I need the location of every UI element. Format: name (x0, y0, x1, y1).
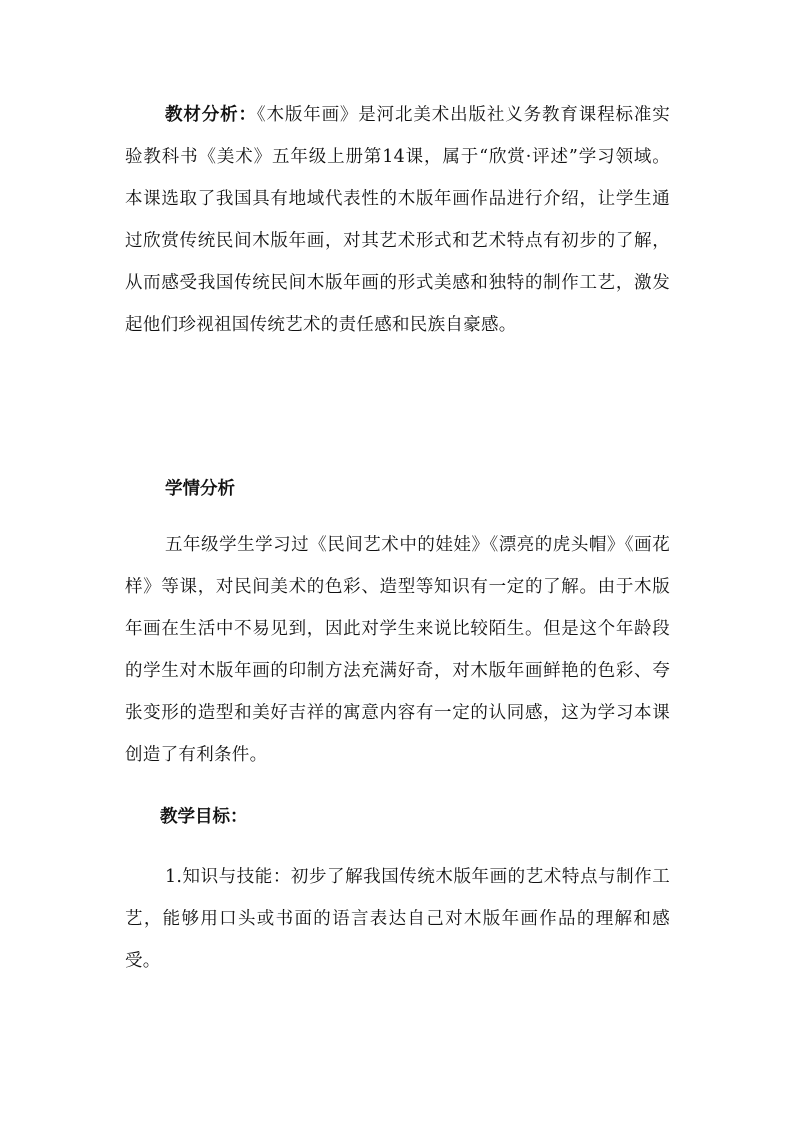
student-analysis-heading: 学情分析 (165, 479, 235, 499)
textbook-analysis-label: 教材分析： (165, 105, 257, 125)
student-analysis-paragraph: 五年级学生学习过《民间艺术中的娃娃》《漂亮的虎头帽》《画花样》等课，对民间美术的色彩、造型等知识有一定的了解。由于木版年画在生活中不易见到，因此对学生来说比较陌生。但是这个年龄段的学生对木版年画的印制方法充满好奇，对木版年画鲜艳的色彩、夸张变形的造型和美好吉祥的寓意内容有一定的认同感，这为学习本课创造了有利条件。 (125, 535, 670, 765)
teaching-goals-heading: 教学目标： (160, 807, 248, 827)
teaching-goal-item: 1.知识与技能：初步了解我国传统木版年画的艺术特点与制作工艺，能够用口头或书面的语言表达自己对木版年画作品的理解和感受。 (125, 867, 670, 971)
textbook-analysis-paragraph (125, 94, 670, 346)
textbook-analysis-text: 《木版年画》是河北美术出版社义务教育课程标准实验教科书《美术》五年级上册第14课，属于“欣赏·评述”学习领域。本课选取了我国具有地域代表性的木版年画作品进行介绍，让学生通过欣赏传统民间木版年画，对其艺术形式和艺术特点有初步的了解，从而感受我国传统民间木版年画的形式美感和独特的制作工艺，激发起他们珍视祖国传统艺术的责任感和民族自豪感。 (125, 105, 670, 335)
